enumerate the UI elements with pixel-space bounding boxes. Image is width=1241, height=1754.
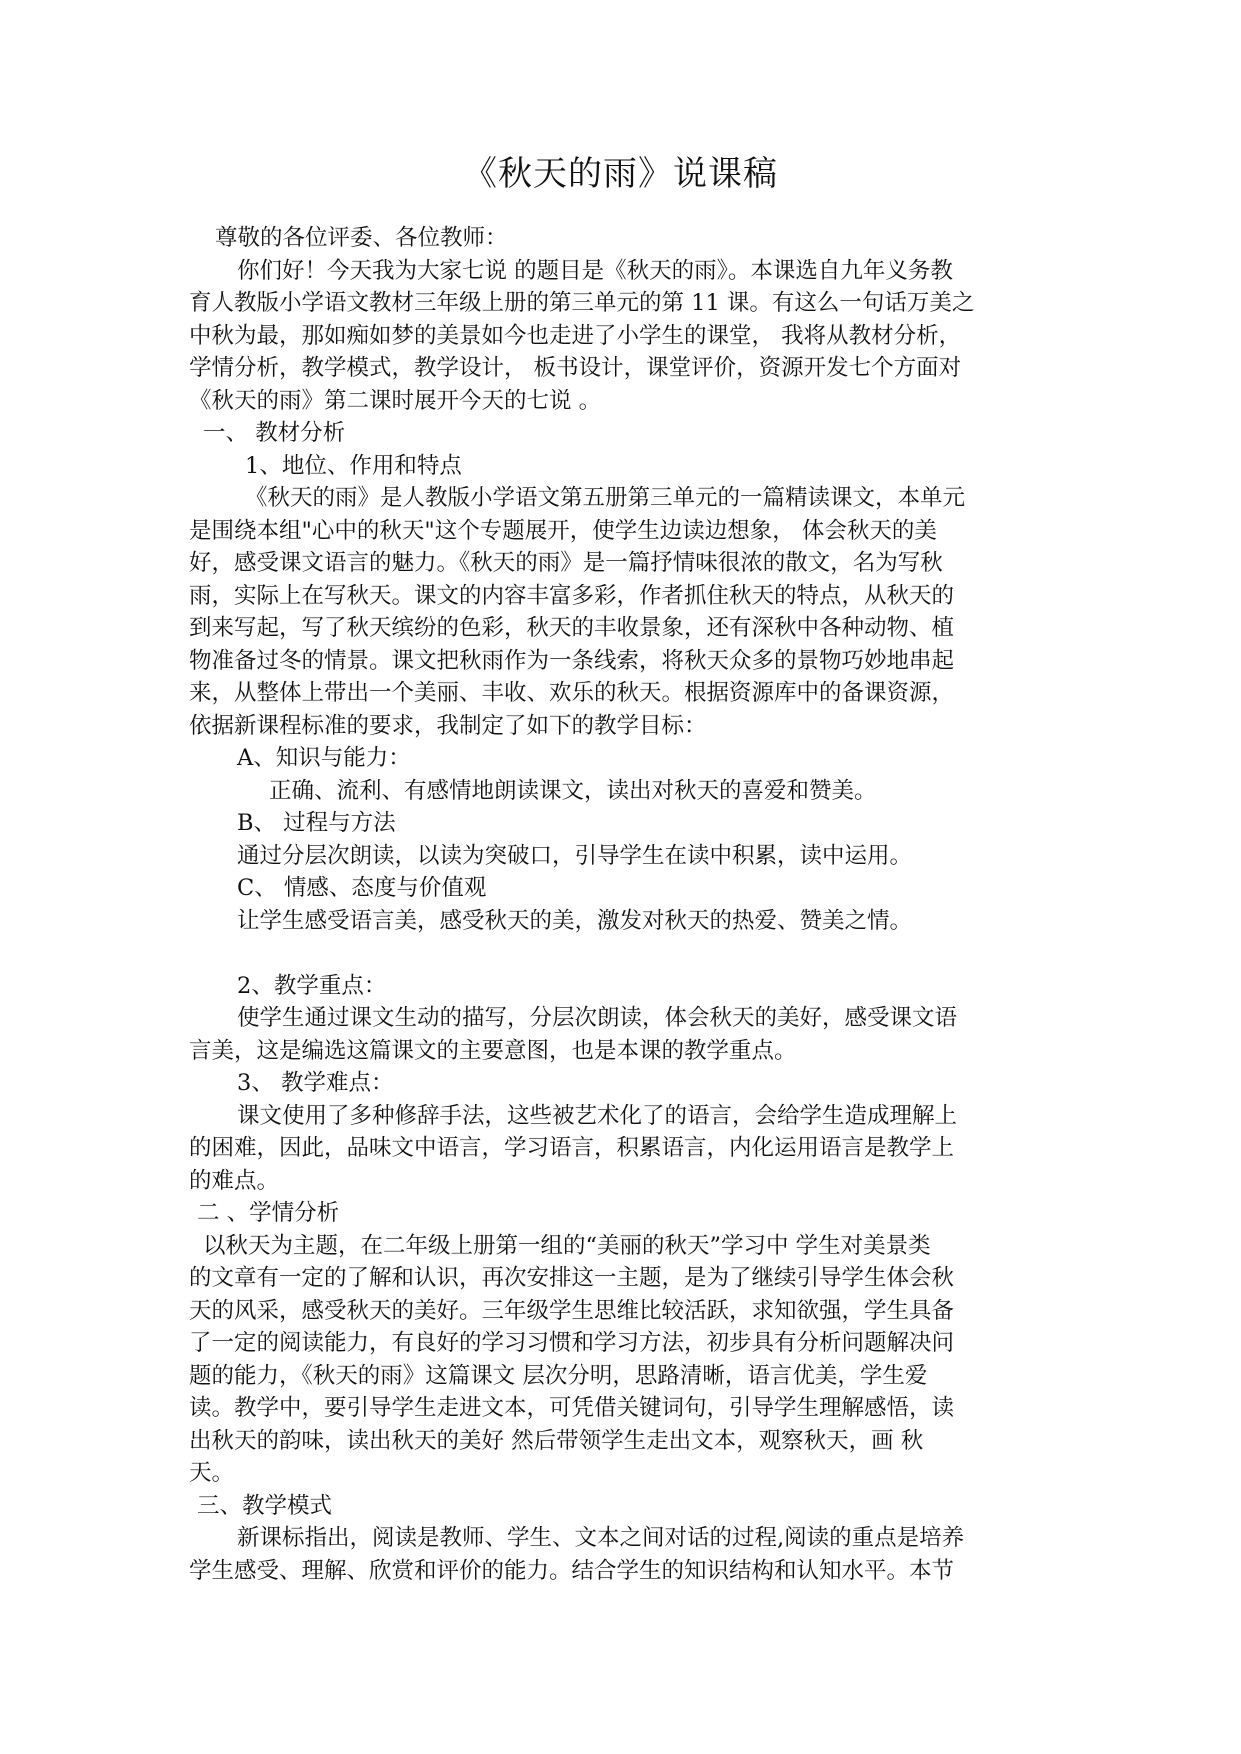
text-line: 二 、学情分析	[197, 1200, 340, 1226]
text-line	[189, 937, 1053, 970]
text-line: 题的能力，《秋天的雨》这篇课文 层次分明，思路清晰，语言优美，学生爱	[189, 1362, 928, 1389]
text-line: 3、 教学难点：	[237, 1070, 394, 1096]
text-line: 让学生感受语言美，感受秋天的美，激发对秋天的热爱、赞美之情。	[237, 907, 913, 934]
text-line: 《秋天的雨》是人教版小学语文第五册第三单元的一篇精读课文，本单元	[245, 485, 966, 511]
text-line: 的难点。	[189, 1167, 280, 1194]
text-line: 的困难，因此，品味文中语言，学习语言，积累语言，内化运用语言是教学上	[189, 1135, 955, 1161]
text-line: 来，从整体上带出一个美丽、丰收、欢乐的秋天。根据资源库中的备课资源，	[189, 680, 955, 706]
text-line: 学生感受、理解、欣赏和评价的能力。结合学生的知识结构和认知水平。本节	[189, 1557, 955, 1584]
document-body	[189, 222, 1053, 1587]
text-line: 物准备过冬的情景。课文把秋雨作为一条线索，将秋天众多的景物巧妙地串起	[189, 647, 955, 674]
text-line: 雨，实际上在写秋天。课文的内容丰富多彩，作者抓住秋天的特点，从秋天的	[189, 582, 955, 609]
text-line: 课文使用了多种修辞手法，这些被艺术化了的语言，会给学生造成理解上	[237, 1102, 958, 1129]
text-line: 是围绕本组"心中的秋天"这个专题展开，使学生边读边想象， 体会秋天的美	[189, 517, 937, 544]
text-line: 的文章有一定的了解和认识，再次安排这一主题，是为了继续引导学生体会秋	[189, 1265, 955, 1291]
text-line: 天的风采，感受秋天的美好。三年级学生思维比较活跃，求知欲强，学生具备	[189, 1297, 955, 1324]
text-line: 好，感受课文语言的魅力。《秋天的雨》是一篇抒情味很浓的散文，名为写秋	[189, 550, 943, 576]
text-line: 尊敬的各位评委、各位教师：	[215, 225, 508, 251]
text-line: 依据新课程标准的要求，我制定了如下的教学目标：	[189, 712, 707, 739]
text-line: 1、地位、作用和特点	[245, 452, 462, 479]
text-line: 出秋天的韵味，读出秋天的美好 然后带领学生走出文本，观察秋天，画 秋	[189, 1427, 924, 1454]
document-title: 《秋天的雨》说课稿	[463, 154, 778, 194]
text-line: A、知识与能力：	[237, 745, 411, 771]
text-line: 学情分析，教学模式，教学设计， 板书设计，课堂评价，资源开发七个方面对	[189, 355, 962, 381]
text-line: 育人教版小学语文教材三年级上册的第三单元的第 11 课。有这么一句话万美之	[189, 290, 975, 316]
text-line: 三、教学模式	[197, 1492, 333, 1519]
text-line: 使学生通过课文生动的描写，分层次朗读，体会秋天的美好，感受课文语	[237, 1005, 958, 1031]
text-line: 到来写起，写了秋天缤纷的色彩，秋天的丰收景象，还有深秋中各种动物、植	[189, 615, 955, 641]
text-line: C、 情感、态度与价值观	[237, 875, 487, 901]
text-line: 《秋天的雨》第二课时展开今天的七说 。	[189, 387, 602, 414]
text-line: 你们好！今天我为大家七说 的题目是《秋天的雨》。本课选自九年义务教	[237, 257, 953, 284]
text-line: 2、教学重点：	[237, 972, 387, 999]
text-line: 了一定的阅读能力，有良好的学习习惯和学习方法，初步具有分析问题解决问	[189, 1330, 955, 1356]
text-line: 正确、流利、有感情地朗读课文，读出对秋天的喜爱和赞美。	[269, 777, 877, 804]
text-line: 天。	[189, 1460, 235, 1486]
text-line: 言美，这是编选这篇课文的主要意图，也是本课的教学重点。	[189, 1037, 797, 1064]
text-line: 一、 教材分析	[203, 420, 346, 446]
text-line: B、 过程与方法	[237, 810, 396, 836]
text-line: 通过分层次朗读，以读为突破口，引导学生在读中积累，读中运用。	[237, 842, 913, 869]
text-line: 新课标指出，阅读是教师、学生、文本之间对话的过程,阅读的重点是培养	[237, 1525, 965, 1551]
text-line: 中秋为最，那如痴如梦的美景如今也走进了小学生的课堂， 我将从教材分析，	[189, 322, 962, 349]
text-line: 以秋天为主题，在二年级上册第一组的“美丽的秋天”学习中 学生对美景类	[203, 1232, 931, 1259]
text-line: 读。教学中，要引导学生走进文本，可凭借关键词句，引导学生理解感悟，读	[189, 1395, 955, 1421]
